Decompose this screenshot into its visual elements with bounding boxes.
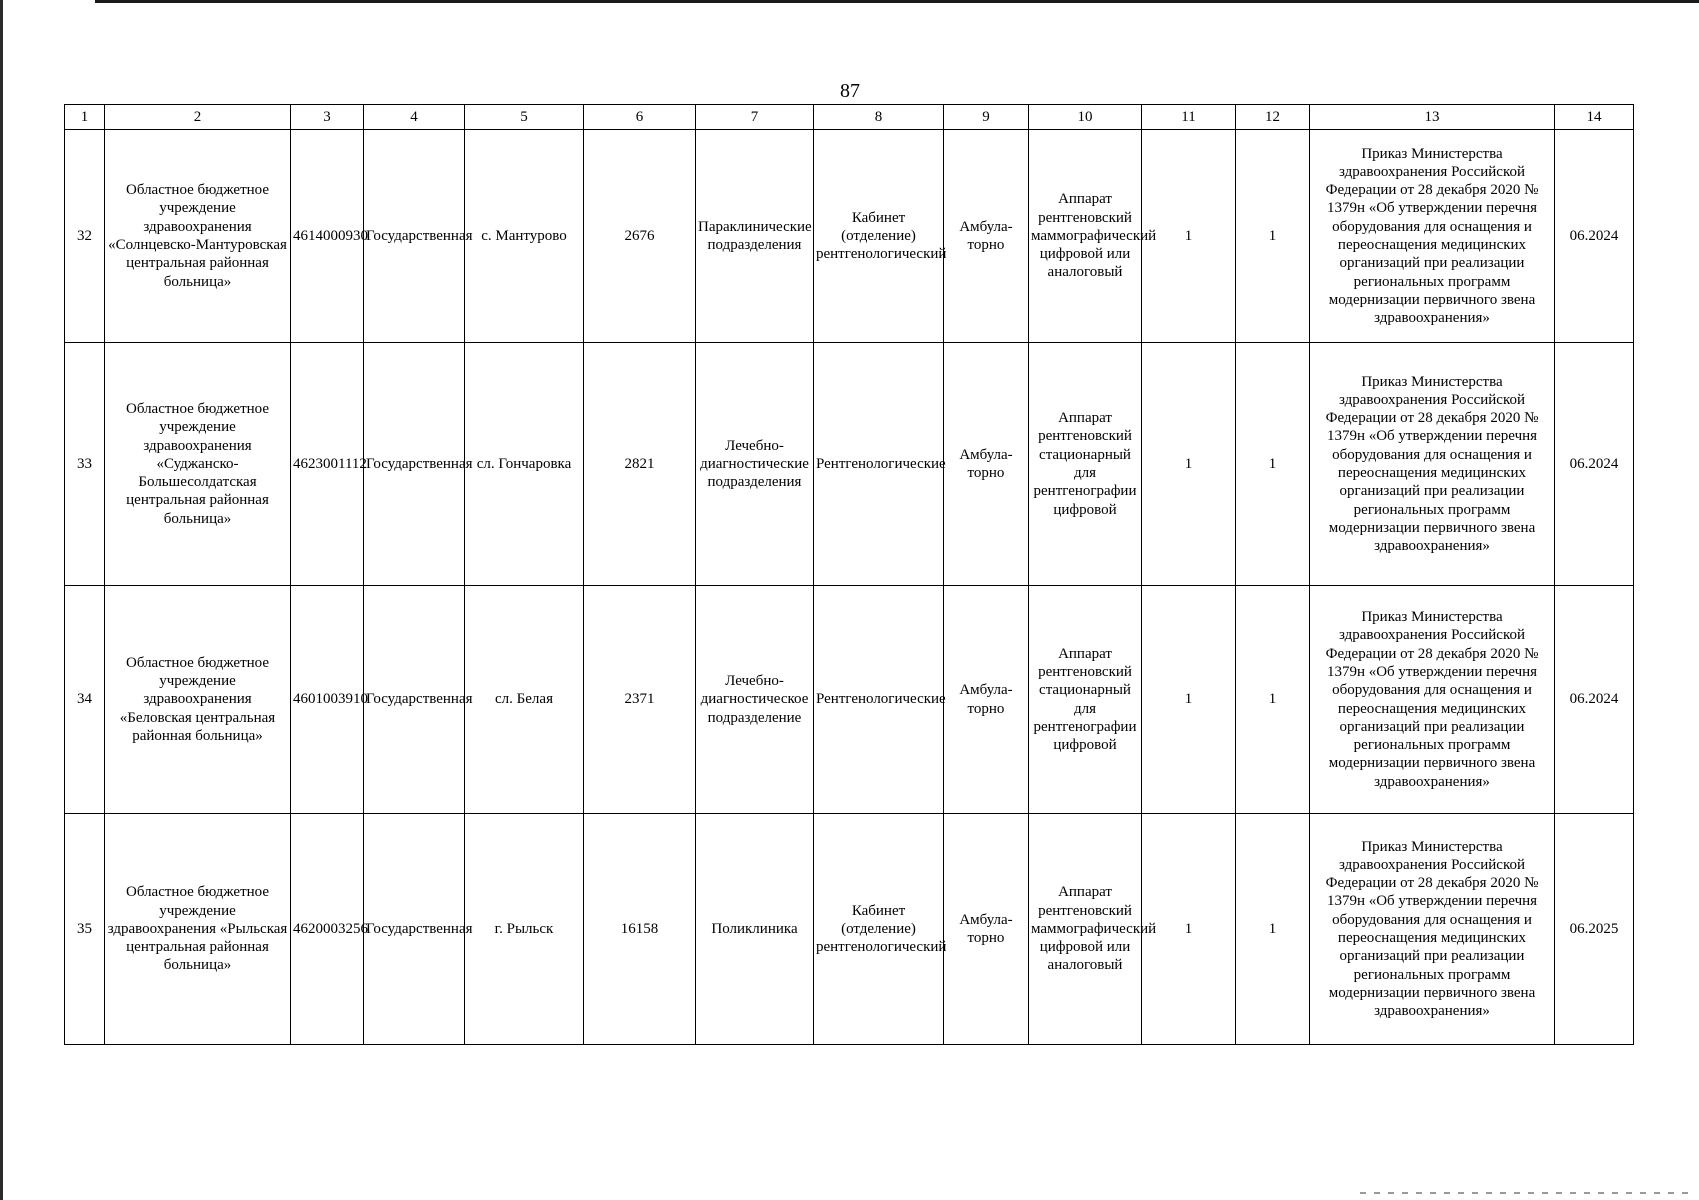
care-type: Амбула-торно: [944, 814, 1029, 1045]
column-header: 3: [291, 105, 364, 130]
legal-basis: Приказ Министерства здравоохранения Российской Федерации от 28 декабря 2020 № 1379н «Об утверждении перечня оборудования для оснащения и переоснащения медицинских организаций при реализации региональных программ модернизации первичного звена здравоохранения»: [1310, 130, 1555, 343]
scan-top-border: [95, 0, 1699, 3]
institution-name: Областное бюджетное учреждение здравоохранения «Суджанско-Большесолдатская центральная районная больница»: [105, 343, 291, 586]
scan-left-border: [0, 0, 3, 1200]
ownership-form: Государственная: [364, 343, 465, 586]
population: 2676: [584, 130, 696, 343]
cabinet: Рентгенологические: [814, 343, 944, 586]
population: 2821: [584, 343, 696, 586]
quantity-col11: 1: [1142, 814, 1236, 1045]
cabinet: Кабинет (отделение) рентгенологический: [814, 814, 944, 1045]
column-number-row: [65, 105, 1634, 130]
column-header: 13: [1310, 105, 1555, 130]
quantity-col12: 1: [1236, 343, 1310, 586]
row-number: 35: [65, 814, 105, 1045]
quantity-col12: 1: [1236, 814, 1310, 1045]
quantity-col11: 1: [1142, 130, 1236, 343]
table-row: [65, 130, 1634, 343]
column-header: 2: [105, 105, 291, 130]
column-header: 5: [465, 105, 584, 130]
institution-code: 4623001112: [291, 343, 364, 586]
locality: с. Мантурово: [465, 130, 584, 343]
institution-code: 4620003256: [291, 814, 364, 1045]
quantity-col12: 1: [1236, 130, 1310, 343]
column-header: 14: [1555, 105, 1634, 130]
row-number: 34: [65, 586, 105, 814]
institution-code: 4614000930: [291, 130, 364, 343]
legal-basis: Приказ Министерства здравоохранения Российской Федерации от 28 декабря 2020 № 1379н «Об утверждении перечня оборудования для оснащения и переоснащения медицинских организаций при реализации региональных программ модернизации первичного звена здравоохранения»: [1310, 343, 1555, 586]
column-header: 10: [1029, 105, 1142, 130]
population: 16158: [584, 814, 696, 1045]
subdivision: Поликлиника: [696, 814, 814, 1045]
institution-name: Областное бюджетное учреждение здравоохранения «Солнцевско-Мантуровская центральная районная больница»: [105, 130, 291, 343]
quantity-col11: 1: [1142, 586, 1236, 814]
subdivision: Лечебно-диагностическое подразделение: [696, 586, 814, 814]
table-row: [65, 814, 1634, 1045]
column-header: 9: [944, 105, 1029, 130]
column-header: 7: [696, 105, 814, 130]
legal-basis: Приказ Министерства здравоохранения Российской Федерации от 28 декабря 2020 № 1379н «Об утверждении перечня оборудования для оснащения и переоснащения медицинских организаций при реализации региональных программ модернизации первичного звена здравоохранения»: [1310, 814, 1555, 1045]
subdivision: Параклинические подразделения: [696, 130, 814, 343]
locality: г. Рыльск: [465, 814, 584, 1045]
care-type: Амбула-торно: [944, 130, 1029, 343]
equipment: Аппарат рентгеновский маммографический цифровой или аналоговый: [1029, 814, 1142, 1045]
scan-artifact: [1360, 1192, 1690, 1194]
target-date: 06.2024: [1555, 343, 1634, 586]
equipment: Аппарат рентгеновский стационарный для рентгенографии цифровой: [1029, 586, 1142, 814]
row-number: 32: [65, 130, 105, 343]
equipment: Аппарат рентгеновский стационарный для рентгенографии цифровой: [1029, 343, 1142, 586]
ownership-form: Государственная: [364, 586, 465, 814]
quantity-col11: 1: [1142, 343, 1236, 586]
target-date: 06.2024: [1555, 586, 1634, 814]
target-date: 06.2025: [1555, 814, 1634, 1045]
institution-name: Областное бюджетное учреждение здравоохранения «Беловская центральная районная больница»: [105, 586, 291, 814]
row-number: 33: [65, 343, 105, 586]
table-row: [65, 586, 1634, 814]
care-type: Амбула-торно: [944, 586, 1029, 814]
institution-name: Областное бюджетное учреждение здравоохранения «Рыльская центральная районная больница»: [105, 814, 291, 1045]
quantity-col12: 1: [1236, 586, 1310, 814]
institution-code: 4601003910: [291, 586, 364, 814]
ownership-form: Государственная: [364, 130, 465, 343]
cabinet: Кабинет (отделение) рентгенологический: [814, 130, 944, 343]
locality: сл. Гончаровка: [465, 343, 584, 586]
column-header: 4: [364, 105, 465, 130]
column-header: 12: [1236, 105, 1310, 130]
equipment-table: [64, 104, 1634, 1045]
column-header: 1: [65, 105, 105, 130]
locality: сл. Белая: [465, 586, 584, 814]
cabinet: Рентгенологические: [814, 586, 944, 814]
subdivision: Лечебно-диагностические подразделения: [696, 343, 814, 586]
table-row: [65, 343, 1634, 586]
column-header: 11: [1142, 105, 1236, 130]
equipment: Аппарат рентгеновский маммографический цифровой или аналоговый: [1029, 130, 1142, 343]
column-header: 8: [814, 105, 944, 130]
ownership-form: Государственная: [364, 814, 465, 1045]
care-type: Амбула-торно: [944, 343, 1029, 586]
legal-basis: Приказ Министерства здравоохранения Российской Федерации от 28 декабря 2020 № 1379н «Об утверждении перечня оборудования для оснащения и переоснащения медицинских организаций при реализации региональных программ модернизации первичного звена здравоохранения»: [1310, 586, 1555, 814]
target-date: 06.2024: [1555, 130, 1634, 343]
page-number: 87: [840, 80, 860, 102]
column-header: 6: [584, 105, 696, 130]
population: 2371: [584, 586, 696, 814]
